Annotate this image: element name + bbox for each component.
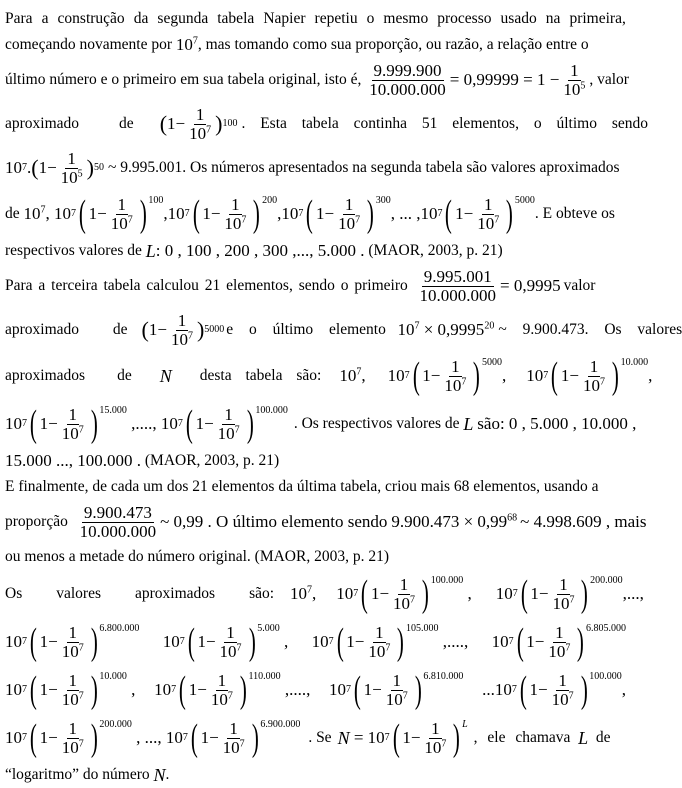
text: . Esta tabela continha 51 elementos, o último sendo: [241, 115, 648, 132]
text: desta tabela são:: [199, 367, 322, 384]
term-5000: 10 7 ( 1 − $\frac{1}{10^7}$ ) 5000 ,: [387, 355, 507, 397]
variable-N: N: [153, 764, 166, 785]
p4-line-4: 10 7 ( 1 − $\frac{1}{10^7}$ ) 200.000 , ..., 10 7 ( 1 − $\frac{1}{10^7}$ ) 6.900.000 . Se N = 10 7 ( 1 − $\frac{1}{10^7}$ ) L , ele chamava L de: [5, 717, 611, 759]
text: . Se: [308, 729, 332, 746]
p1-line-2: [5, 32, 626, 58]
expression: $10^7 \times 0,9995^{20}$: [397, 320, 495, 339]
citation: (MAOR, 2003, p. 21): [254, 548, 390, 565]
term-15000: 10 7 ( 1 − $\frac{1}{10^7}$ ) 15.000: [5, 403, 127, 445]
power-ten-7: $10^7$: [175, 35, 198, 54]
variable-N: N: [159, 365, 172, 386]
text: ~ 0,99 . O último elemento sendo: [160, 512, 388, 531]
text: .: [165, 766, 170, 783]
word: da: [133, 10, 149, 27]
word: processo: [437, 10, 492, 27]
text: “logaritmo” do número: [5, 766, 150, 783]
word: de: [117, 367, 132, 384]
word: Napier: [263, 10, 306, 27]
text: . Os respectivos valores de: [293, 415, 460, 432]
text: valor: [563, 277, 596, 294]
word: aproximado: [5, 115, 80, 132]
word: Para: [5, 10, 33, 27]
word: aproximados: [5, 367, 86, 384]
power-ten-7: $10^7$,: [23, 204, 55, 223]
text: ou menos a metade do número original.: [5, 548, 251, 565]
word: aproximados: [135, 585, 216, 602]
equation: = 0,99999 = 1 −: [449, 70, 560, 89]
p1-line-5: [5, 146, 626, 190]
definition-N: N = 10 7 ( 1 − $\frac{1}{10^7}$ ) L: [337, 717, 468, 759]
citation: (MAOR, 2003, p. 21): [368, 242, 503, 259]
text: aproximado de: [5, 321, 128, 338]
equation: = 0,9995: [500, 276, 561, 295]
word: na: [545, 10, 561, 27]
p3-line-3: [5, 544, 626, 570]
term-6810000: 10 7 ( 1 − $\frac{1}{10^7}$ ) 6.810.000: [329, 669, 464, 711]
text: e o último elemento: [226, 321, 386, 338]
word: o: [366, 10, 375, 27]
p2-line-3: [5, 352, 653, 400]
variable-L: L: [578, 727, 589, 748]
term-6805000: 10 7 ( 1 − $\frac{1}{10^7}$ ) 6.805.000: [491, 621, 626, 663]
p1-line-3: [5, 58, 629, 102]
word: são:: [249, 585, 275, 602]
term-100000: 10 7 ( 1 − $\frac{1}{10^7}$ ) 100.000 ,: [336, 573, 472, 615]
word: segunda: [157, 10, 209, 27]
term-100000-b: ... 10 7 ( 1 − $\frac{1}{10^7}$ ) 100.000 ,: [482, 669, 626, 711]
p4-line-5: [5, 762, 626, 788]
term-200000: 10 7 ( 1 − $\frac{1}{10^7}$ ) 200.000: [5, 717, 132, 759]
word: usado: [500, 10, 537, 27]
text: ~ 4.998.609 , mais: [520, 512, 647, 531]
p1-line-7: [5, 238, 626, 264]
power-ten-7: $10^7$,: [290, 584, 317, 603]
text: de: [5, 205, 20, 222]
p3-line-2: [5, 500, 647, 544]
word: primeira,: [569, 10, 626, 27]
word: mesmo: [383, 10, 429, 27]
text: . E obteve os: [534, 205, 615, 222]
term-105000: 10 7 ( 1 − $\frac{1}{10^7}$ ) 105.000 ,....,: [311, 621, 469, 663]
values: são: 0 , 5.000 , 10.000 ,: [477, 414, 637, 433]
term-10000: 10 7 ( 1 − $\frac{1}{10^7}$ ) 10.000 ,: [5, 669, 136, 711]
text: E finalmente, de cada um dos 21 elementos da última tabela, criou mais 68 elementos, usando a: [5, 478, 599, 495]
text: ~ 9.900.473. Os valores: [498, 321, 682, 338]
term-6900000: 10 7 ( 1 − $\frac{1}{10^7}$ ) 6.900.000: [165, 717, 301, 759]
word: de: [119, 115, 134, 132]
word: Os: [5, 585, 23, 602]
p2-line-4: 10 7 ( 1 − $\frac{1}{10^7}$ ) 15.000 ,...., 10 7 ( 1 − $\frac{1}{10^7}$ ) 100.000 . Os respectivos valores de L são: 0 , 5.000 , 10.000 ,: [5, 403, 637, 445]
term-10000: 10 7 ( 1 − $\frac{1}{10^7}$ ) 10.000 ,: [526, 355, 653, 397]
ellipsis: , ... ,: [390, 204, 421, 223]
p1-line-1: [5, 6, 626, 32]
text: , mas tomando como sua proporção, ou razão, a relação entre o: [197, 36, 589, 53]
p1-line-4: [5, 102, 648, 146]
term-300: 10 7 ( 1 − $\frac{1}{10^7}$ ) 300: [281, 193, 391, 235]
text: de: [595, 729, 611, 746]
term-5000: 10 7 ( 1 − $\frac{1}{10^7}$ ) 5.000 ,: [162, 621, 289, 663]
text: ~ 9.995.001. Os números apresentados na segunda tabela são valores aproximados: [108, 159, 620, 176]
approx-expression: ( 1 − $\frac{1}{10^7}$ ) 5000: [141, 310, 225, 349]
expression: $9.900.473 \times 0,99^{68}$: [391, 512, 518, 531]
term-200000: 10 7 ( 1 − $\frac{1}{10^7}$ ) 200.000: [495, 573, 623, 615]
expression: 10 7 . ( 1 − $\frac{1}{10^5}$ ) 50: [5, 148, 104, 187]
power-ten-7: $10^7$,: [339, 366, 366, 385]
ellipsis: ,...,: [622, 584, 644, 603]
p4-line-3: [5, 666, 626, 714]
p2-line-2: [5, 308, 682, 352]
fraction: $\frac{9.995.001}{10.000.000}$: [419, 266, 497, 305]
values: 15.000 ..., 100.000 .: [5, 451, 141, 470]
term-5000: 10 7 ( 1 − $\frac{1}{10^7}$ ) 5000: [420, 193, 535, 235]
fraction: $\frac{9.900.473}{10.000.000}$: [79, 502, 157, 541]
p4-line-2: [5, 618, 626, 666]
p2-line-5: [5, 448, 626, 474]
term-200: 10 7 ( 1 − $\frac{1}{10^7}$ ) 200: [167, 193, 278, 235]
text: , ele chamava: [473, 729, 571, 746]
fraction: $\frac{9.999.900}{10.000.000}$: [369, 60, 446, 99]
p4-line-1: [5, 570, 644, 618]
p1-line-6: de $10^7$, 10 7 ( 1 − $\frac{1}{10^7}$ ) 100 , 10 7 ( 1 − $\frac{1}{10^7}$ ) 200 , 10 7 ( 1 − $\frac{1}{10^7}$ ) 300 , ... , 10 7 ( 1 − $\frac{1}{10^7}$ ) 5000 . E obteve os: [5, 193, 615, 235]
text: último número e o primeiro em sua tabela original, isto é,: [5, 71, 362, 88]
word: a: [41, 10, 49, 27]
term-100000: 10 7 ( 1 − $\frac{1}{10^7}$ ) 100.000: [160, 403, 288, 445]
fraction: $\frac{1}{10^5}$: [563, 60, 586, 99]
approx-expression: ( 1 − $\frac{1}{10^7}$ ) 100: [159, 104, 238, 143]
word: repetiu: [314, 10, 358, 27]
word: tabela: [217, 10, 255, 27]
text: começando novamente por: [5, 36, 172, 53]
values: : 0 , 100 , 200 , 300 ,..., 5.000 .: [155, 241, 365, 260]
word: valores: [56, 585, 101, 602]
text: respectivos valores de: [5, 242, 142, 259]
text: proporção: [5, 513, 68, 530]
term-110000: 10 7 ( 1 − $\frac{1}{10^7}$ ) 110.000 ,....,: [154, 669, 311, 711]
term-100: 10 7 ( 1 − $\frac{1}{10^7}$ ) 100: [54, 193, 164, 235]
variable-L: L: [463, 413, 474, 434]
citation: (MAOR, 2003, p. 21): [144, 452, 280, 469]
p2-line-1: [5, 264, 626, 308]
variable-L: L: [145, 240, 156, 261]
word: construção: [57, 10, 125, 27]
term-6800000: 10 7 ( 1 − $\frac{1}{10^7}$ ) 6.800.000: [5, 621, 140, 663]
text: Para a terceira tabela calculou 21 elementos, sendo o primeiro: [5, 277, 408, 294]
p3-line-1: [5, 474, 626, 500]
text: , valor: [589, 71, 629, 88]
